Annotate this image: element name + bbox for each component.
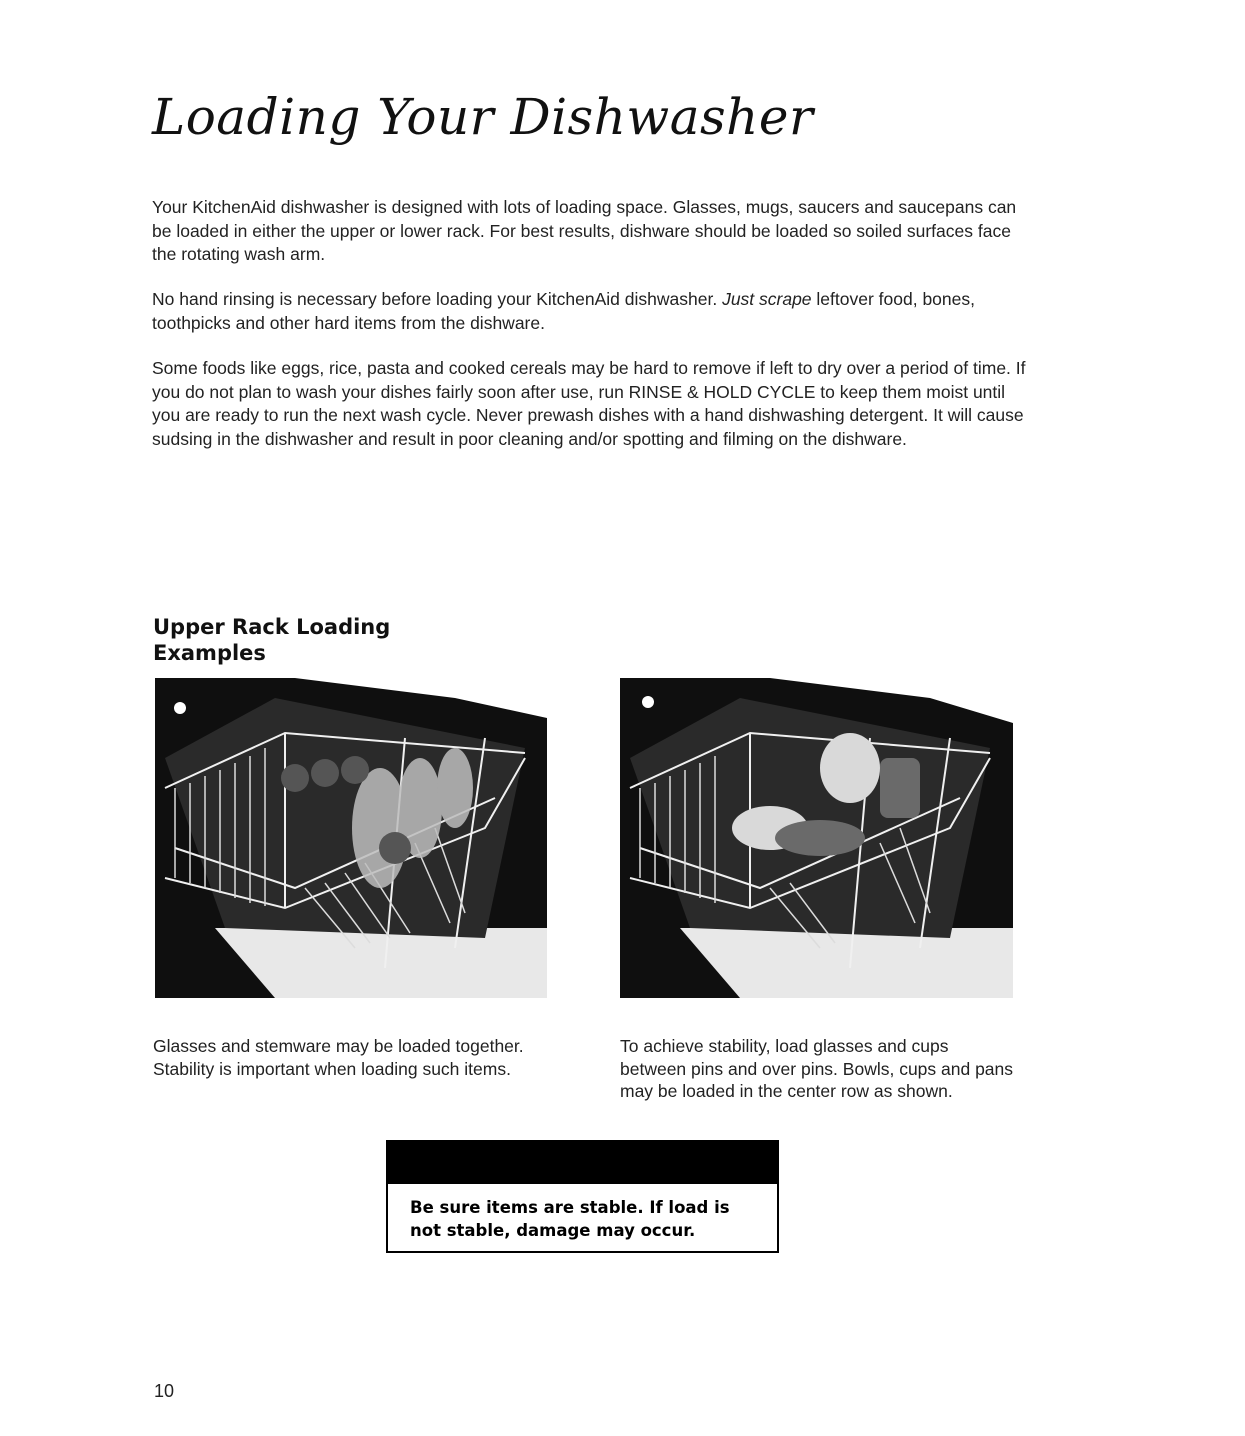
section-heading-line-1: Upper Rack Loading — [153, 615, 391, 639]
warning-box — [386, 1140, 779, 1253]
section-heading-line-2: Examples — [153, 641, 266, 665]
rinsing-text-start: No hand rinsing is necessary before loading your KitchenAid dishwasher. — [152, 289, 723, 309]
intro-paragraph: Your KitchenAid dishwasher is designed with lots of loading space. Glasses, mugs, saucers and saucepans can be loaded in either the upper or lower rack. For best results, dishware should be loaded so soiled surfaces face the rotating wash arm. — [152, 197, 1017, 264]
upper-rack-glasses-photo — [155, 678, 547, 998]
rinsing-paragraph — [152, 288, 1032, 335]
just-scrape-emphasis: Just scrape — [722, 289, 812, 309]
upper-rack-glasses-illustration — [155, 678, 547, 998]
page-title: Loading Your Dishwasher — [152, 88, 814, 146]
rinsing-text-end: leftover food, bones, toothpicks and other hard items from the dishware. — [152, 289, 975, 333]
section-heading — [153, 614, 390, 666]
caption-glasses: Glasses and stemware may be loaded together. Stability is important when loading such items. — [153, 1036, 524, 1079]
caption-stability: To achieve stability, load glasses and cups between pins and over pins. Bowls, cups and pans may be loaded in the center row as shown. — [620, 1036, 1014, 1101]
upper-rack-bowls-photo — [620, 678, 1013, 998]
page-number: 10 — [154, 1381, 175, 1401]
warning-text: Be sure items are stable. If load is not stable, damage may occur. — [410, 1198, 730, 1240]
warning-header-band — [388, 1142, 777, 1184]
upper-rack-bowls-illustration — [620, 678, 1013, 998]
prewash-paragraph: Some foods like eggs, rice, pasta and cooked cereals may be hard to remove if left to dry over a period of time. If you do not plan to wash your dishes fairly soon after use, run RINSE & HOLD CYCLE to keep them moist until you are ready to run the next wash cycle. Never prewash dishes with a hand dishwashing detergent. It will cause sudsing in the dishwasher and result in poor cleaning and/or spotting and filming on the dishware. — [152, 358, 1026, 449]
